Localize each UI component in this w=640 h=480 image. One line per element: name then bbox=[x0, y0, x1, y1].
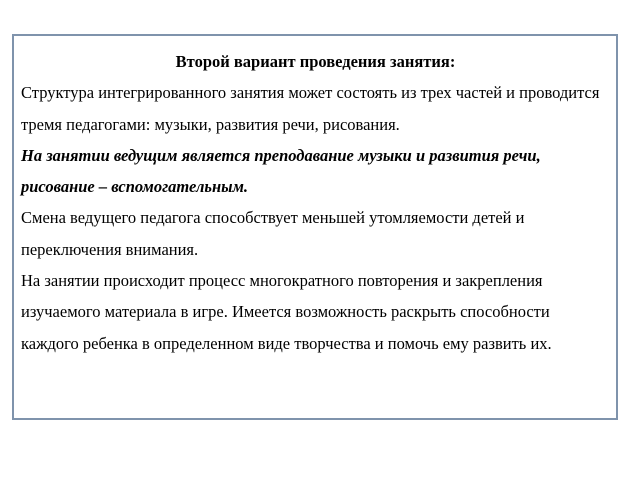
text-box bbox=[12, 34, 618, 420]
paragraph-structure: Структура интегрированного занятия может состоять из трех частей и проводится тремя педагогами: музыки, развития речи, рисования. bbox=[21, 83, 600, 134]
slide-heading: Второй вариант проведения занятия: bbox=[175, 52, 456, 71]
paragraph-leading-subject: На занятии ведущим является преподавание музыки и развития речи, рисование – вспомогательным. bbox=[21, 145, 541, 197]
paragraph-teacher-change: Смена ведущего педагога способствует меньшей утомляемости детей и переключения внимания. bbox=[21, 208, 525, 259]
paragraph-repetition: На занятии происходит процесс многократного повторения и закрепления изучаемого материала в игре. Имеется возможность раскрыть способности каждого ребенка в определенном виде творчества и помочь ему развить их. bbox=[21, 271, 552, 353]
